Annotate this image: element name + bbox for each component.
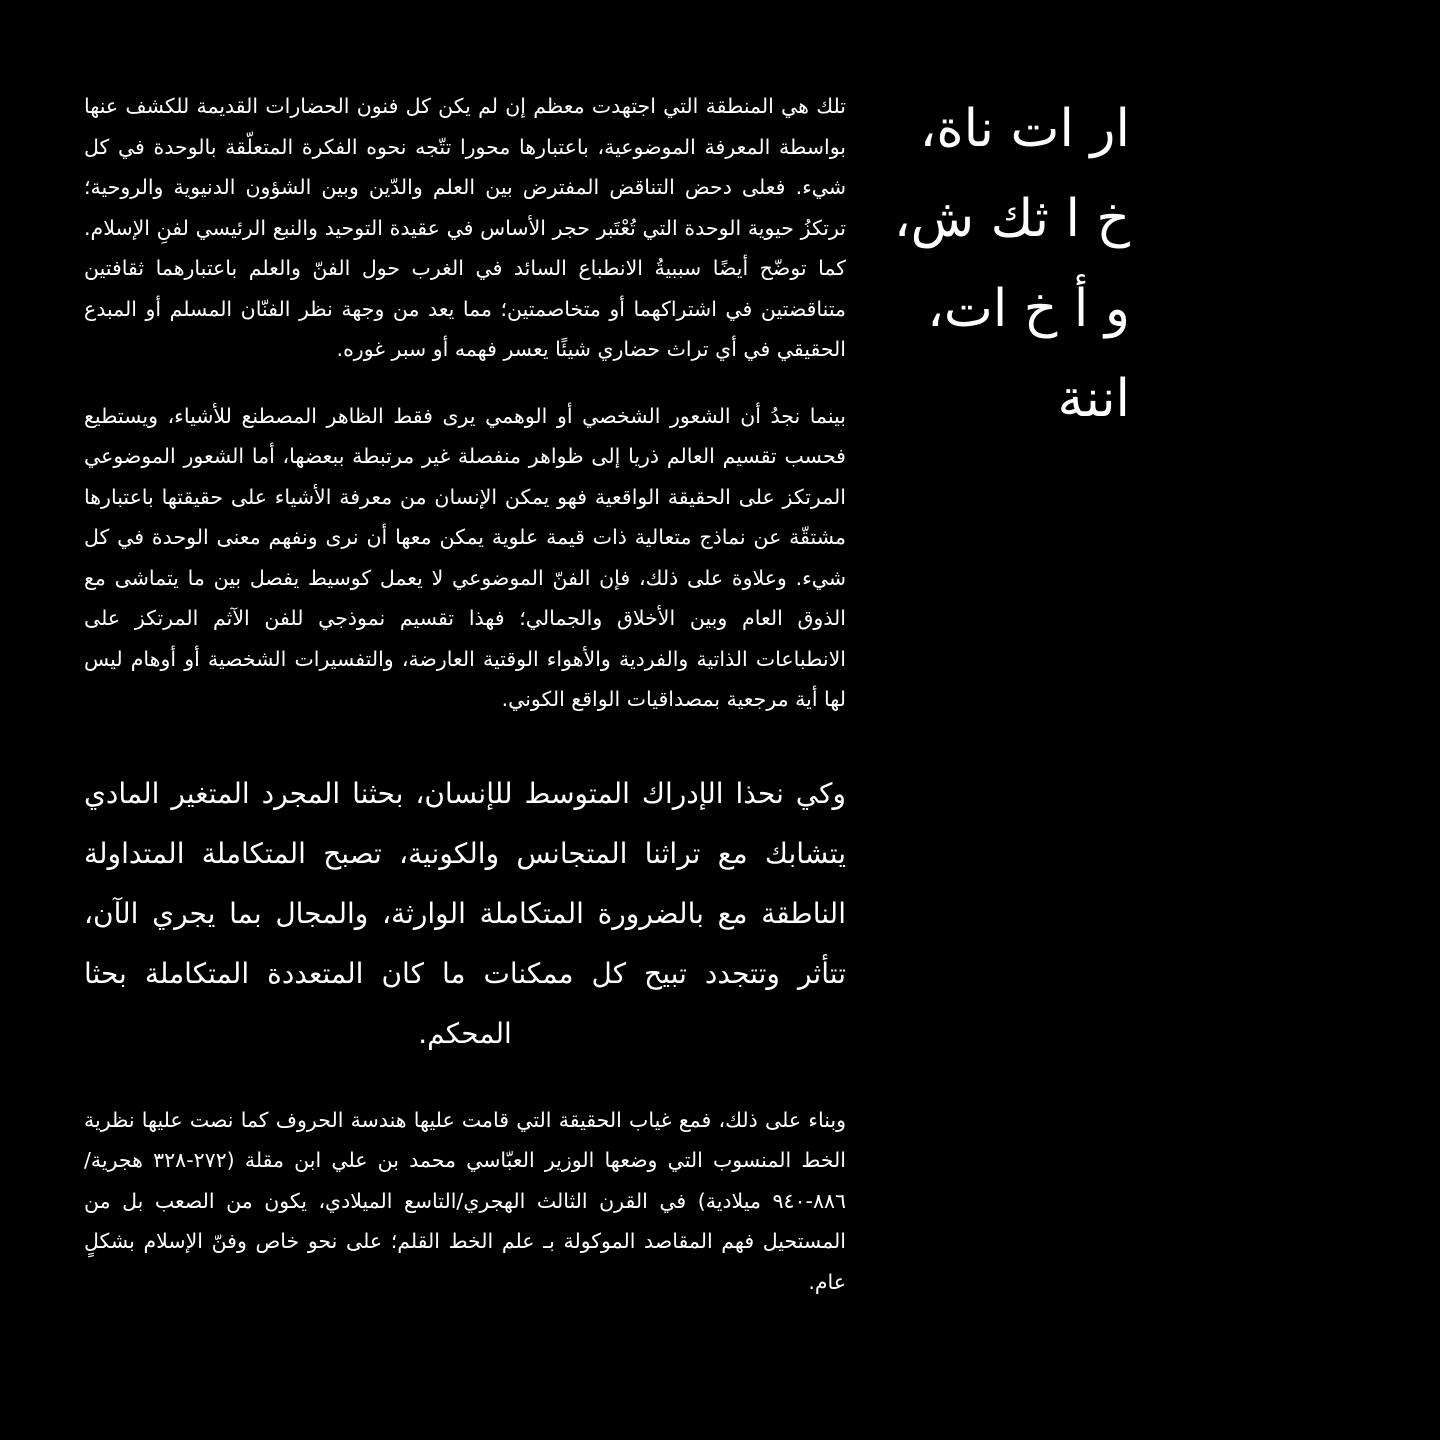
paragraph: بينما نجدُ أن الشعور الشخصي أو الوهمي يرى فقط الظاهر المصطنع للأشياء، ويستطيع فحسب تقسيم العالم ذريا إلى ظواهر منفصلة غير مرتبطة ببعضها، أما الشعور الموضوعي المرتكز على الحقيقة الواقعية فهو يمكن الإنسان من معرفة الأشياء على حقيقتها باعتبارها مشتقّة عن نماذج متعالية ذات قيمة علوية يمكن معها أن نرى ونفهم معنى الوحدة في كل شيء. وعلاوة على ذلك، فإن الفنّ الموضوعي لا يعمل كوسيط يفصل بين ما يتماشى مع الذوق العام وبين الأخلاق والجمالي؛ فهذا تقسيم نموذجي للفن الآثم المرتكز على الانطباعات الذاتية والفردية والأهواء الوقتية العارضة، والتفسيرات الشخصية أو أوهام ليس لها أية مرجعية بمصداقيات الواقع الكوني. (84, 403, 846, 711)
side-title (880, 84, 1130, 444)
side-title-line: خ ا ثك ش، (893, 189, 1130, 249)
main-text-column (84, 86, 846, 1302)
side-title-line: ار ات ناة، (919, 99, 1130, 159)
paragraph: وبناء على ذلك، فمع غياب الحقيقة التي قامت عليها هندسة الحروف كما نصت عليها نظرية الخط المنسوب التي وضعها الوزير العبّاسي محمد بن علي ابن مقلة (٢٧٢-٣٢٨ هجرية/٨٨٦-٩٤٠ ميلادية) في القرن الثالث الهجري/التاسع الميلادي، يكون من الصعب بل من المستحيل فهم المقاصد الموكولة بـ علم الخط القلم؛ على نحو خاص وفنّ الإسلام بشكلٍ عام. (84, 1107, 846, 1294)
side-title-line: و أ خ ات، (927, 279, 1130, 339)
stylized-paragraph: وكي نحذا الإدراك المتوسط للإنسان، بحثنا المجرد المتغير المادي يتشابك مع تراثنا المتجانس والكونية، تصبح المتكاملة المتداولة الناطقة مع بالضرورة المتكاملة الوارثة، والمجال بما يجري الآن، تتأثر وتتجدد تبيح كل ممكنات ما كان المتعددة المتكاملة بحثا المحكم. (84, 776, 846, 1050)
paragraph: تلك هي المنطقة التي اجتهدت معظم إن لم يكن كل فنون الحضارات القديمة للكشف عنها بواسطة المعرفة الموضوعية، باعتبارها محورا تتّجه نحوه الفكرة المتعلّقة بالوحدة في كل شيء. فعلى دحض التناقض المفترض بين العلم والدّين وبين الشؤون الدنيوية والروحية؛ ترتكزُ حيوية الوحدة التي تُعْتَبر حجر الأساس في عقيدة التوحيد والنبع الرئيسي لفنِ الإسلام. كما توضّح أيضًا سببيةُ الانطباع السائد في الغرب حول الفنّ والعلم باعتبارهما ثقافتين متناقضتين في اشتراكهما أو متخاصمتين؛ مما يعد من وجهة نظر الفنّان المسلم أو المبدع الحقيقي في أي تراث حضاري شيئًا يعسر فهمه أو سبر غوره. (84, 94, 846, 361)
side-title-line: اننة (1057, 369, 1130, 429)
